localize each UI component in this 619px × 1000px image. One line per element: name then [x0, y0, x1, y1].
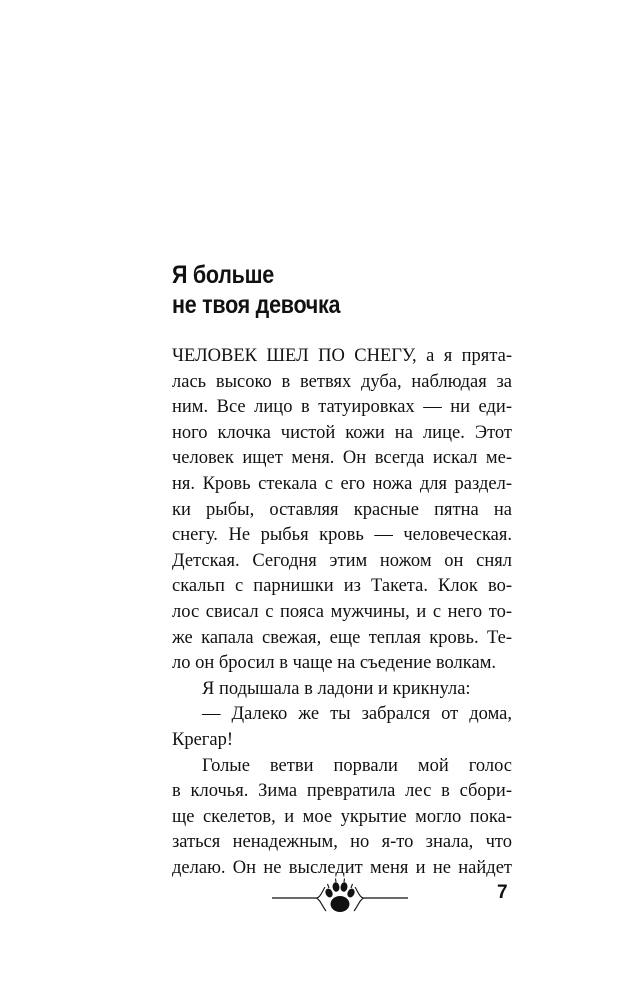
page-number: 7 — [497, 882, 508, 903]
text-line-5: человек ищет меня. Он всегда искал ме- — [172, 448, 512, 469]
text-line-19: ще скелетов, и мое укрытие могло пока- — [172, 806, 512, 827]
text-line-15: — Далеко же ты забрался от дома, — [202, 704, 512, 725]
text-line-13: ло он бросил в чаще на съедение волкам. — [172, 653, 497, 674]
paw-print-icon — [270, 876, 410, 920]
text-line-11: лос свисал с пояса мужчины, и с него то- — [172, 601, 512, 622]
text-line-9: Детская. Сегодня этим ножом он снял — [172, 550, 512, 571]
text-line-10: скальп с парнишки из Такета. Клок во- — [172, 576, 512, 597]
text-line-16: Крегар! — [172, 729, 234, 750]
text-line-17: Голые ветви порвали мой голос — [202, 755, 512, 776]
text-line-7: ки рыбы, оставляя красные пятна на — [172, 499, 512, 520]
chapter-title — [172, 260, 482, 320]
chapter-title-line-2: не твоя девочка — [172, 291, 341, 319]
text-line-2: лась высоко в ветвях дуба, наблюдая за — [172, 371, 512, 392]
text-line-14: Я подышала в ладони и крикнула: — [202, 678, 471, 699]
text-line-4: ного клочка чистой кожи на лице. Этот — [172, 422, 512, 443]
text-line-3: ним. Все лицо в татуировках — ни еди- — [172, 397, 512, 418]
text-line-8: снегу. Не рыбья кровь — человеческая. — [172, 525, 512, 546]
text-line-1: ЧЕЛОВЕК ШЕЛ ПО СНЕГУ, а я прята- — [172, 346, 512, 366]
text-line-21: делаю. Он не выследит меня и не найдет — [172, 857, 512, 878]
page-footer — [0, 870, 619, 930]
text-line-12: же капала свежая, еще теплая кровь. Те- — [172, 627, 512, 648]
text-line-6: ня. Кровь стекала с его ножа для раздел- — [172, 473, 512, 494]
text-line-18: в клочья. Зима превратила лес в сбори- — [172, 781, 512, 802]
text-line-20: заться ненадежным, но я-то знала, что — [172, 832, 512, 853]
body-text — [172, 344, 512, 881]
chapter-title-line-1: Я больше — [172, 261, 275, 289]
